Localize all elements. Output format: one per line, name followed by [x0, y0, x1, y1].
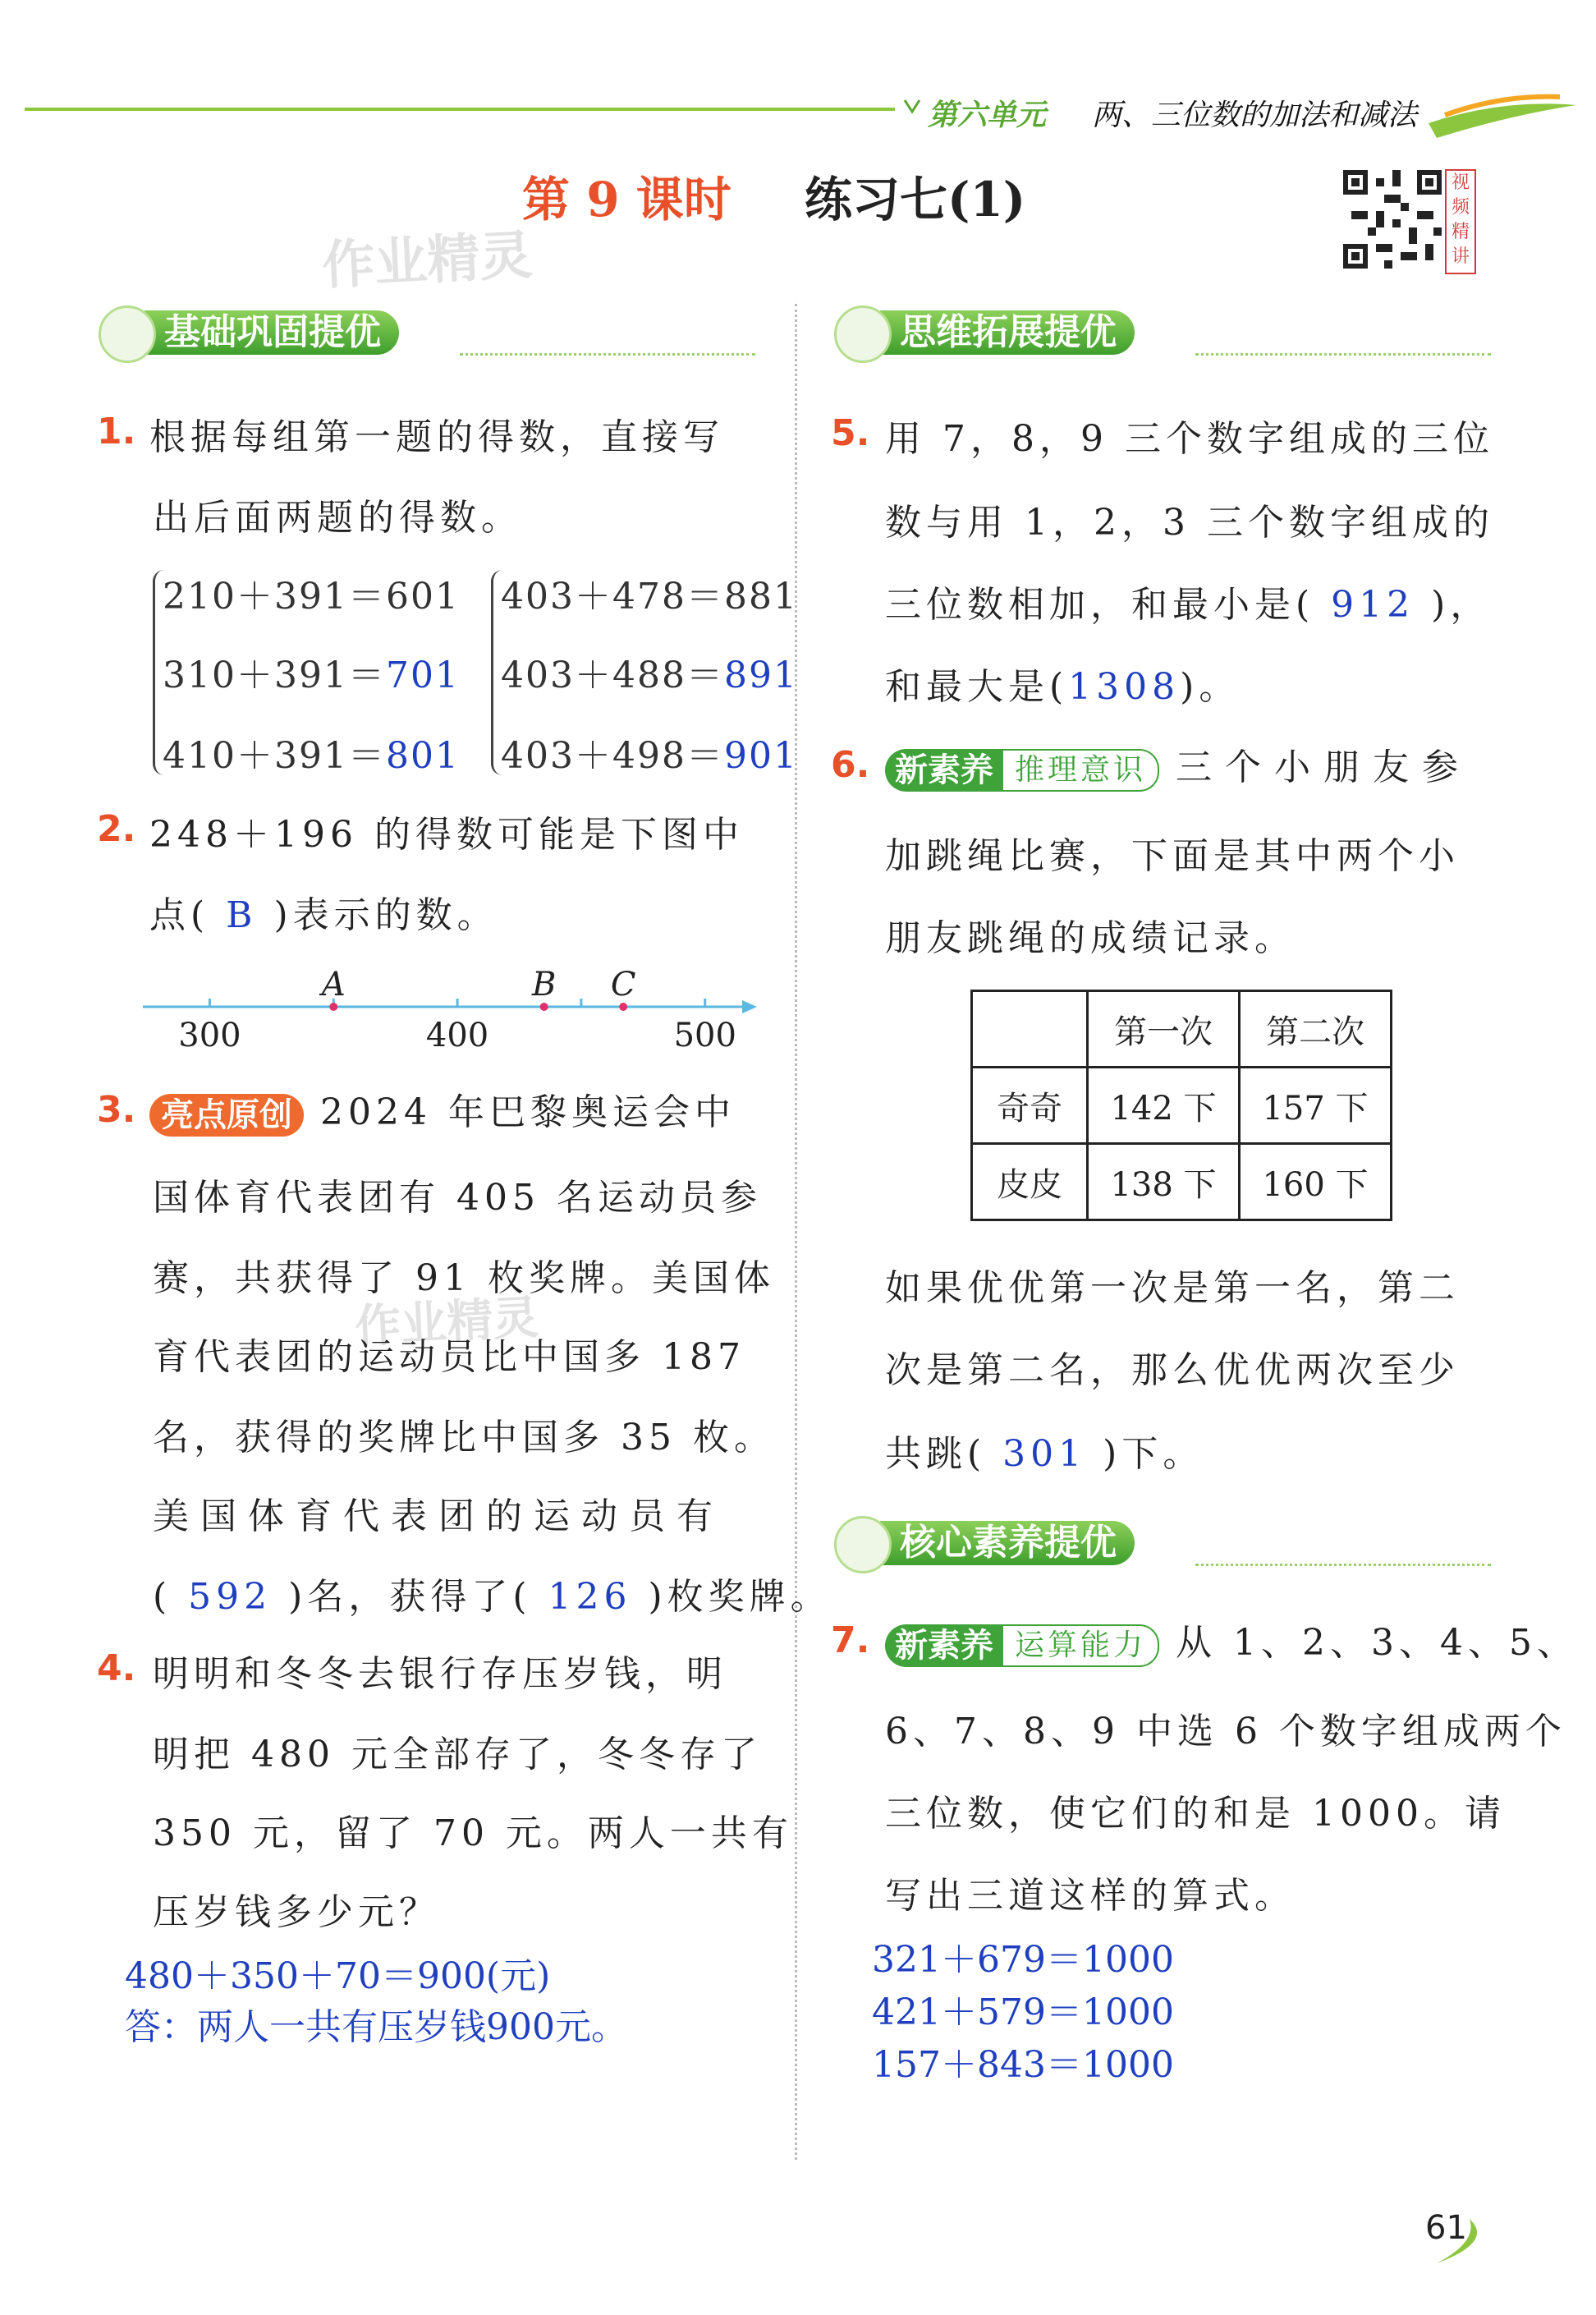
highlight-original-tag: 亮点原创 — [149, 1094, 304, 1137]
point-label: C — [610, 966, 636, 1004]
q6-line5: 次是第二名，那么优优两次至少 — [885, 1349, 1460, 1391]
swoosh-decoration-icon — [1429, 90, 1576, 140]
q1-left-row: 310＋391＝701 — [163, 655, 460, 696]
watermark: 作业精灵 — [353, 1291, 540, 1354]
q1-left-row: 210＋391＝601 — [163, 576, 460, 618]
table-cell: 皮皮 — [972, 1144, 1088, 1220]
q2-line1: 248＋196 的得数可能是下图中 — [149, 814, 744, 856]
sprout-icon — [834, 305, 892, 363]
q4-line3: 350 元，留了 70 元。两人一共有 — [153, 1812, 793, 1854]
q5-line3: 三位数相加，和最小是( 912 )， — [885, 584, 1492, 626]
q4-answer-text: 答：两人一共有压岁钱900元。 — [125, 2006, 627, 2048]
q4-line4: 压岁钱多少元？ — [153, 1891, 440, 1933]
computation-tag: 运算能力 — [1003, 1624, 1159, 1667]
table-cell: 奇奇 — [972, 1068, 1088, 1144]
section-core-title: 核心素养提优 — [880, 1521, 1135, 1565]
q7-number: 7. — [831, 1619, 870, 1661]
q5-line2: 数与用 1，2，3 三个数字组成的 — [885, 502, 1494, 544]
q3-line3: 赛，共获得了 91 枚奖牌。美国体 — [153, 1257, 775, 1299]
table-header-cell: 第二次 — [1240, 991, 1392, 1068]
q1-right-row: 403＋488＝891 — [501, 655, 798, 696]
qr-label: 视频精讲 — [1445, 169, 1476, 274]
q1-right-row: 403＋478＝881 — [501, 576, 798, 618]
point-c — [619, 1003, 627, 1011]
point-b — [540, 1003, 548, 1011]
section-basic — [99, 305, 755, 358]
point-a — [329, 1003, 337, 1011]
q1-line1: 根据每组第一题的得数，直接写 — [149, 416, 724, 458]
leaf-icon — [903, 97, 921, 115]
tick-label: 300 — [178, 1017, 241, 1054]
q7-line2: 6、7、8、9 中选 6 个数字组成两个 — [885, 1711, 1566, 1752]
q6-line3: 朋友跳绳的成绩记录。 — [885, 917, 1296, 959]
q6-number: 6. — [831, 744, 870, 786]
new-literacy-tag: 新素养 — [885, 1624, 1003, 1667]
tick-label: 500 — [673, 1017, 736, 1054]
trophy-icon — [834, 1516, 892, 1573]
reasoning-tag: 推理意识 — [1003, 749, 1159, 792]
q1-line2: 出后面两题的得数。 — [153, 497, 522, 539]
q7-line3: 三位数，使它们的和是 1000。请 — [885, 1793, 1506, 1835]
unit-label: 第六单元 — [928, 99, 1047, 132]
q7-answer: 157＋843＝1000 — [872, 2044, 1174, 2086]
q3-line6: 美国体育代表团的运动员有 — [153, 1495, 724, 1537]
score-table — [970, 990, 1392, 1221]
arrow-right-icon — [742, 1000, 757, 1013]
section-thinking-title: 思维拓展提优 — [880, 310, 1135, 355]
gear-leaf-icon — [99, 305, 156, 363]
q7-answer: 421＋579＝1000 — [872, 1991, 1174, 2033]
q7-answer: 321＋679＝1000 — [872, 1939, 1174, 1981]
table-cell: 157 下 — [1240, 1068, 1392, 1144]
watermark: 作业精灵 — [320, 225, 534, 297]
point-label: A — [321, 966, 346, 1004]
q4-number: 4. — [97, 1647, 136, 1689]
q2-number: 2. — [97, 808, 136, 850]
q1-number: 1. — [97, 411, 136, 452]
table-cell: 138 下 — [1088, 1144, 1240, 1220]
table-cell: 142 下 — [1088, 1068, 1240, 1144]
q3-line4: 育代表团的运动员比中国多 187 — [153, 1336, 745, 1378]
q6-line6: 共跳( 301 )下。 — [885, 1433, 1204, 1475]
section-thinking — [834, 305, 1491, 358]
q4-line2: 明把 480 元全部存了，冬冬存了 — [153, 1734, 762, 1775]
q3-line5: 名，获得的奖牌比中国多 35 枚。 — [153, 1417, 775, 1458]
header-rule — [25, 108, 895, 111]
q4-line1: 明明和冬冬去银行存压岁钱，明 — [153, 1653, 727, 1695]
tick-label: 400 — [425, 1017, 489, 1054]
q7-line1: 新素养 运算能力 从 1、2、3、4、5、 — [885, 1613, 1578, 1667]
new-literacy-tag: 新素养 — [885, 749, 1003, 792]
q5-number: 5. — [831, 412, 870, 454]
table-header-cell: 第一次 — [1088, 991, 1240, 1068]
q3-line1: 亮点原创 2024 年巴黎奥运会中 — [149, 1082, 736, 1137]
table-cell: 160 下 — [1240, 1144, 1392, 1220]
q6-line1: 新素养 推理意识 三个小朋友参 — [885, 737, 1471, 792]
q1-left-row: 410＋391＝801 — [163, 735, 460, 777]
q1-right-row: 403＋498＝901 — [501, 735, 798, 777]
point-label: B — [531, 966, 557, 1004]
q7-line4: 写出三道这样的算式。 — [885, 1875, 1296, 1917]
q5-line4: 和最大是(1308)。 — [885, 666, 1241, 708]
lesson-title: 练习七(1) — [805, 172, 1026, 227]
table-header-cell — [972, 991, 1088, 1068]
q6-line2: 加跳绳比赛，下面是其中两个小 — [885, 835, 1460, 877]
unit-title: 两、三位数的加法和减法 — [1092, 99, 1418, 132]
page-swoosh-icon — [1420, 2217, 1494, 2267]
q3-line7: ( 592 )名，获得了( 126 )枚奖牌。 — [153, 1576, 832, 1618]
q5-line1: 用 7，8，9 三个数字组成的三位 — [885, 418, 1494, 460]
q3-number: 3. — [97, 1089, 136, 1131]
q2-line2: 点( B )表示的数。 — [149, 894, 498, 936]
lesson-number: 第 9 课时 — [522, 172, 732, 227]
page-number: 61 — [1425, 2209, 1467, 2247]
number-line — [131, 961, 764, 1059]
qr-code-icon[interactable] — [1343, 169, 1442, 269]
section-core — [834, 1516, 1491, 1569]
q6-line4: 如果优优第一次是第一名，第二 — [885, 1267, 1460, 1309]
section-basic-title: 基础巩固提优 — [144, 310, 399, 355]
q3-line2: 国体育代表团有 405 名运动员参 — [153, 1177, 762, 1219]
q4-answer-equation: 480＋350＋70＝900(元) — [125, 1955, 551, 1997]
